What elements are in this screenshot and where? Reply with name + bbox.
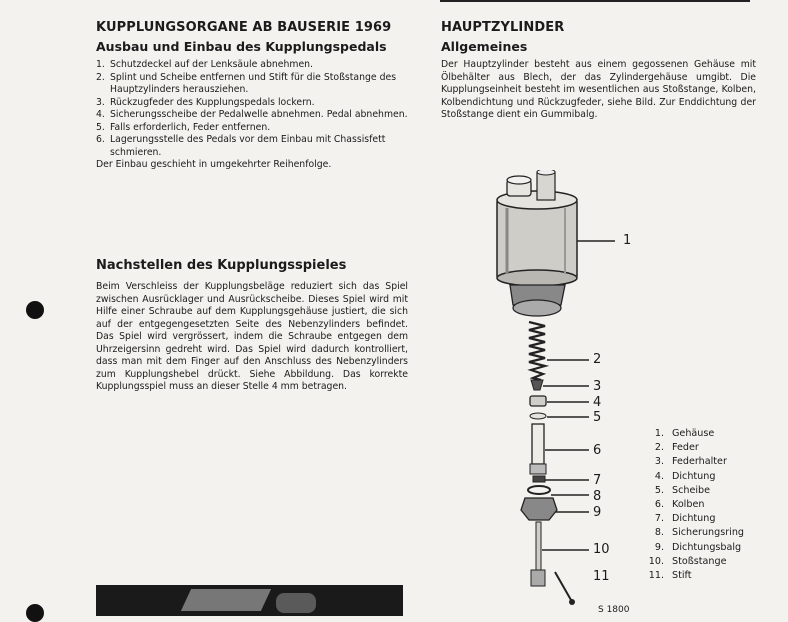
- list-item: [648, 470, 744, 484]
- list-item: [648, 555, 744, 569]
- legend-text: Stoßstange: [672, 555, 727, 567]
- left-heading: KUPPLUNGSORGANE AB BAUSERIE 1969: [96, 20, 392, 35]
- right-section-text: Der Hauptzylinder besteht aus einem gegossenen Gehäuse mit Ölbehälter aus Blech, der das Zylindergehäuse umgibt. Die Kupplungseinheit besteht im wesentlichen aus Stoßstange, Kolben, Kolbendichtung und Rückzugfeder, siehe Bild. Zur Enddichtung der Stoßstange dient ein Gummibalg.: [441, 59, 756, 120]
- legend-text: Dichtung: [672, 470, 716, 482]
- legend-text: Gehäuse: [672, 428, 715, 439]
- step-number: 5.: [96, 121, 105, 133]
- list-item: [648, 484, 744, 498]
- list-item: [96, 59, 408, 72]
- section1-title: Ausbau und Einbau des Kupplungspedals: [96, 39, 387, 54]
- step-text: Splint und Scheibe entfernen und Stift für die Stoßstange des Hauptzylinders herausziehen.: [110, 71, 397, 95]
- step-text: Falls erforderlich, Feder entfernen.: [110, 121, 271, 133]
- figure-label-8: 8: [593, 489, 602, 504]
- figure-label-7: 7: [593, 473, 602, 488]
- section2: [96, 258, 408, 394]
- step-number: 4.: [96, 109, 105, 120]
- step-text: Sicherungsscheibe der Pedalwelle abnehmen. Pedal abnehmen.: [110, 109, 408, 120]
- figure-label-4: 4: [593, 395, 602, 410]
- step-number: 1.: [96, 59, 105, 70]
- step-text: Lagerungsstelle des Pedals vor dem Einbau mit Chassisfett schmieren.: [110, 134, 386, 158]
- list-item: [648, 512, 744, 526]
- list-item: [648, 498, 744, 512]
- list-item: [648, 569, 744, 583]
- binder-hole-1: [26, 301, 44, 319]
- step-number: 3.: [96, 96, 105, 108]
- figure-label-6: 6: [593, 443, 602, 458]
- list-item: [96, 72, 408, 97]
- legend-text: Feder: [672, 442, 699, 454]
- figure-label-9: 9: [593, 505, 602, 520]
- list-item: [96, 109, 408, 122]
- legend-number: 2.: [654, 442, 664, 454]
- legend-number: 10.: [648, 555, 664, 567]
- legend-text: Dichtung: [672, 513, 716, 525]
- top-rule: [440, 0, 750, 2]
- legend-number: 9.: [654, 541, 664, 553]
- section1-steps: [96, 59, 408, 159]
- step-text: Schutzdeckel auf der Lenksäule abnehmen.: [110, 59, 314, 70]
- legend-text: Dichtungsbalg: [672, 541, 742, 553]
- figure-label-11: 11: [593, 569, 610, 584]
- right-section-title: Allgemeines: [441, 39, 528, 54]
- figure-label-2: 2: [593, 352, 602, 367]
- parts-legend: [648, 427, 744, 583]
- list-item: [648, 541, 744, 555]
- clutch-photo: [96, 585, 403, 616]
- figure-label-3: 3: [593, 379, 602, 394]
- list-item: [648, 455, 744, 469]
- right-heading: HAUPTZYLINDER: [441, 20, 565, 35]
- legend-number: 11.: [648, 570, 664, 582]
- legend-number: 5.: [654, 484, 664, 496]
- figure-code: S 1800: [598, 605, 630, 615]
- legend-number: 8.: [654, 527, 664, 539]
- legend-text: Stift: [672, 570, 692, 582]
- legend-number: 1.: [654, 428, 664, 439]
- step-number: 2.: [96, 71, 105, 83]
- list-item: [96, 97, 408, 110]
- list-item: [648, 441, 744, 455]
- list-item: [648, 427, 744, 441]
- right-column: [441, 20, 756, 122]
- section2-text: Beim Verschleiss der Kupplungsbeläge reduziert sich das Spiel zwischen Ausrücklager und Ausrückscheibe. Dieses Spiel wird mit Hilfe einer Schraube auf dem Kupplungsgehäuse justiert, die sich auf der entgegengesetzten Seite des Nebenzylinders befindet. Das Spiel wird vergrössert, indem die Schraube entgegen dem Uhrzeigersinn gedreht wird. Das Spiel wird dadurch kontrolliert, dass man mit dem Finger auf den Anschluss des Nebenzylinders zum Kupplungshebel drückt. Siehe Abbildung. Das korrekte Kupplungsspiel muss an dieser Stelle 4 mm betragen.: [96, 281, 408, 392]
- left-column: [96, 20, 408, 172]
- list-item: [96, 134, 408, 159]
- legend-text: Kolben: [672, 499, 705, 511]
- step-number: 6.: [96, 134, 105, 145]
- legend-number: 6.: [654, 499, 664, 511]
- figure-label-1: 1: [623, 233, 632, 248]
- legend-number: 4.: [654, 470, 664, 482]
- binder-hole-2: [26, 604, 44, 622]
- legend-text: Scheibe: [672, 484, 711, 496]
- list-item: [96, 122, 408, 135]
- list-item: [648, 526, 744, 540]
- section1-footer: Der Einbau geschieht in umgekehrter Reihenfolge.: [96, 159, 332, 170]
- figure-label-10: 10: [593, 542, 610, 557]
- section2-title: Nachstellen des Kupplungsspieles: [96, 258, 347, 273]
- legend-text: Sicherungsring: [672, 527, 744, 539]
- legend-number: 7.: [654, 513, 664, 525]
- legend-number: 3.: [654, 456, 664, 468]
- legend-text: Federhalter: [672, 456, 727, 468]
- figure-label-5: 5: [593, 410, 602, 425]
- step-text: Rückzugfeder des Kupplungspedals lockern.: [110, 96, 315, 108]
